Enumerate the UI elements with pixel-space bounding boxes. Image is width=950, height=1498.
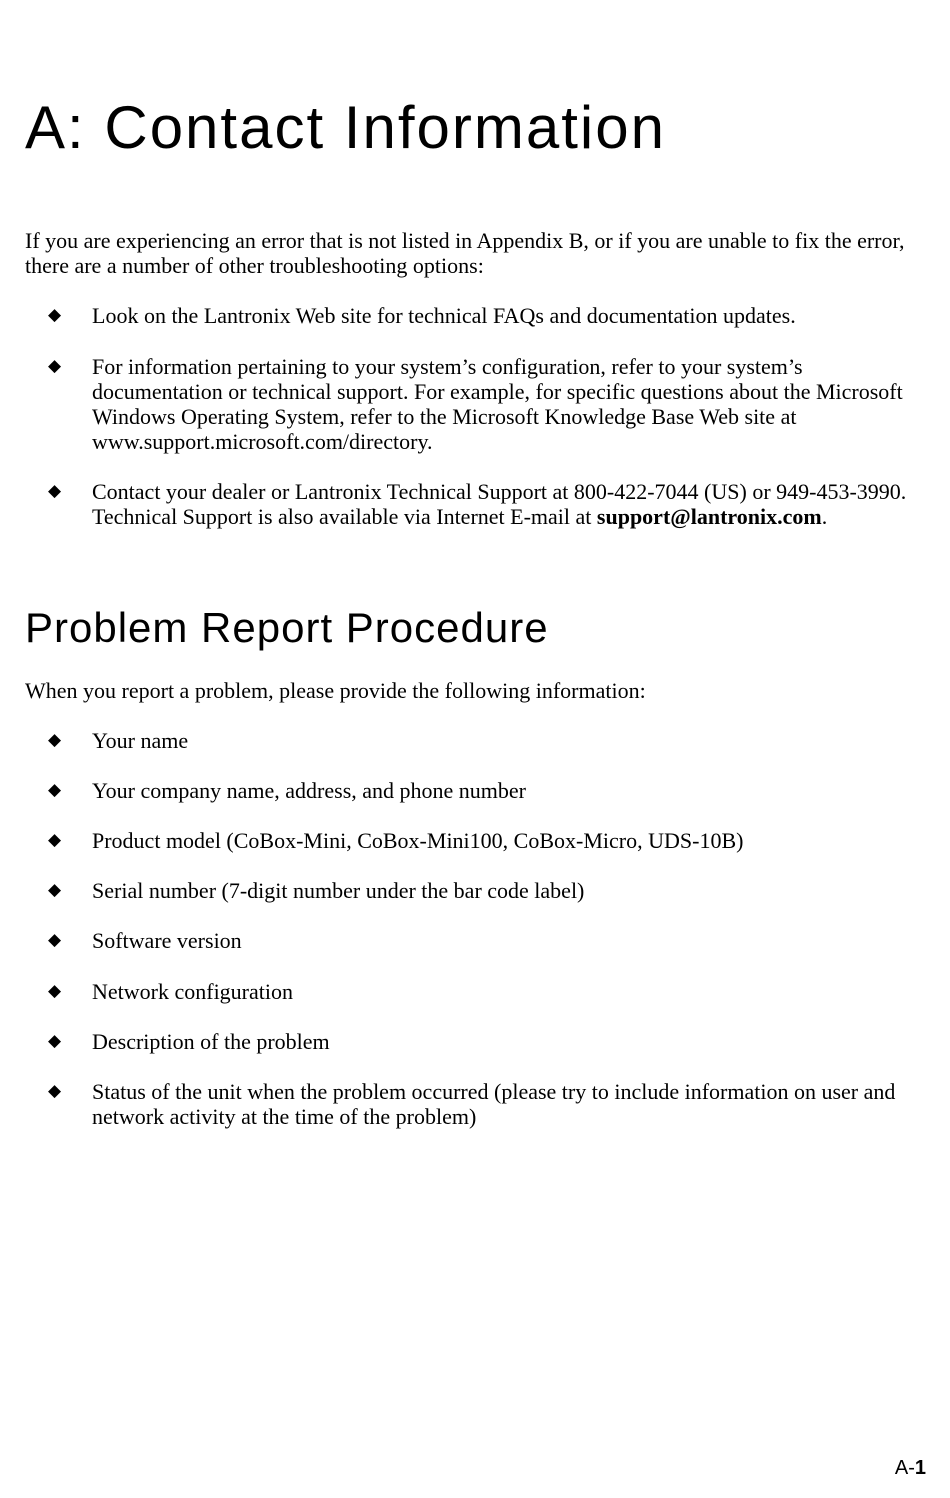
contact-text-end: . <box>821 504 828 529</box>
list-item-text: Network configuration <box>92 979 293 1004</box>
diamond-bullet-icon: ◆ <box>48 305 62 325</box>
list-item-text: Serial number (7-digit number under the bar code label) <box>92 878 585 903</box>
diamond-bullet-icon: ◆ <box>48 780 62 800</box>
problem-intro-paragraph: When you report a problem, please provide the following information: <box>25 678 646 703</box>
diamond-bullet-icon: ◆ <box>48 481 62 501</box>
list-item-text: Look on the Lantronix Web site for technical FAQs and documentation updates. <box>92 303 796 328</box>
diamond-bullet-icon: ◆ <box>48 880 62 900</box>
contact-item-text <box>92 479 933 529</box>
diamond-bullet-icon: ◆ <box>48 930 62 950</box>
diamond-bullet-icon: ◆ <box>48 1081 62 1101</box>
page-number-prefix: A- <box>894 1457 915 1479</box>
list-item-text: Status of the unit when the problem occurred (please try to include information on user and network activity at the time of the problem) <box>92 1079 896 1129</box>
list-item-text: For information pertaining to your system’s configuration, refer to your system’s documentation or technical support. For example, for specific questions about the Microsoft Windows Operating System, refer to the Microsoft Knowledge Base Web site at www.support.microsoft.com/directory. <box>92 354 903 454</box>
list-item-text: Software version <box>92 928 242 953</box>
diamond-bullet-icon: ◆ <box>48 1031 62 1051</box>
list-item-text: Product model (CoBox-Mini, CoBox-Mini100, CoBox-Micro, UDS-10B) <box>92 828 744 853</box>
contact-text: Contact your dealer or Lantronix Technical Support at 800-422-7044 (US) or 949-453-3990. Technical Support is also available via Internet E-mail at <box>92 479 907 529</box>
page-number-value: 1 <box>914 1457 926 1479</box>
list-item-text: Description of the problem <box>92 1029 330 1054</box>
list-item-text: Your company name, address, and phone number <box>92 778 527 803</box>
diamond-bullet-icon: ◆ <box>48 981 62 1001</box>
support-email-link[interactable]: support@lantronix.com <box>596 504 822 529</box>
diamond-bullet-icon: ◆ <box>48 730 62 750</box>
list-item-text: Your name <box>92 728 189 753</box>
diamond-bullet-icon: ◆ <box>48 830 62 850</box>
intro-paragraph: If you are experiencing an error that is not listed in Appendix B, or if you are unable to fix the error, there are a number of other troubleshooting options: <box>25 228 905 278</box>
page-title: A: Contact Information <box>25 94 666 161</box>
diamond-bullet-icon: ◆ <box>48 356 62 376</box>
section-heading: Problem Report Procedure <box>25 604 549 651</box>
page-number <box>895 1456 926 1480</box>
